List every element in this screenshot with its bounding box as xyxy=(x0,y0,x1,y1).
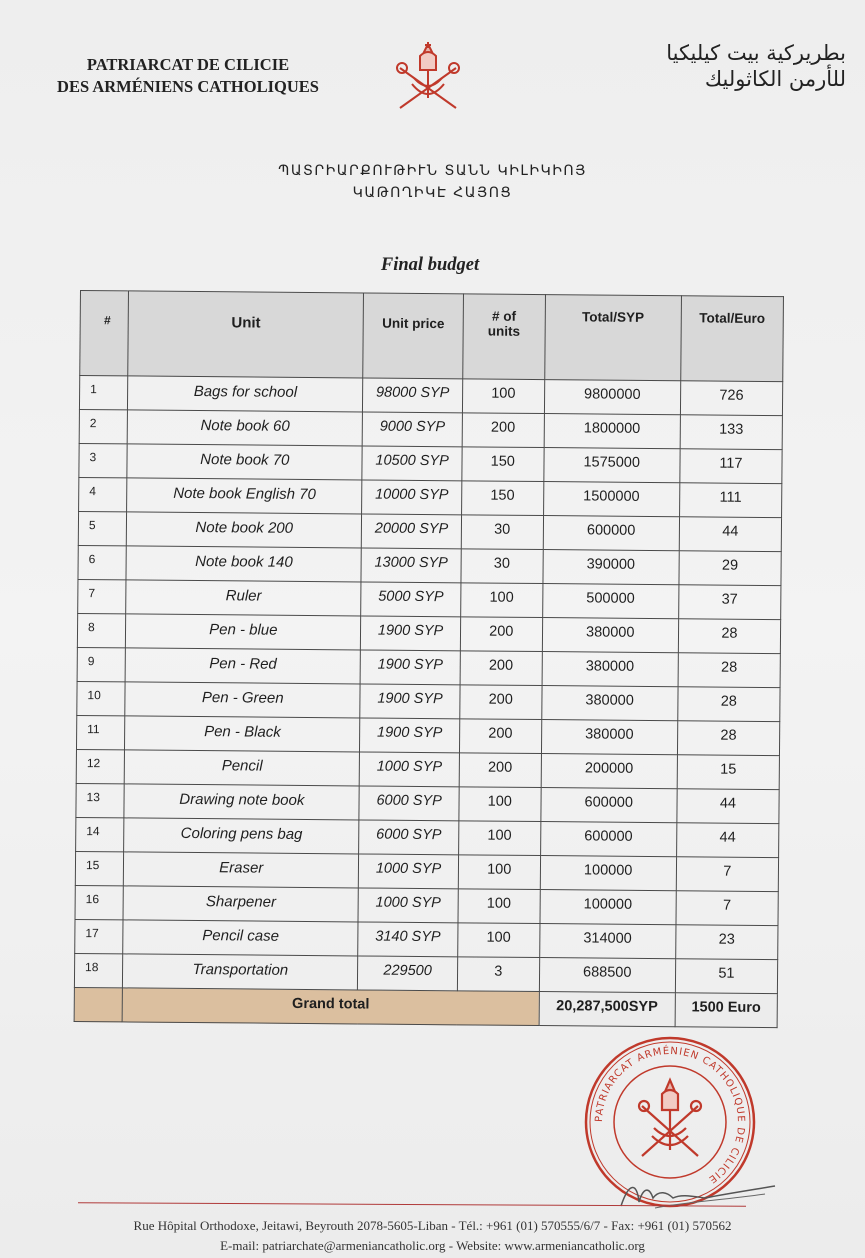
cell-total-syp: 1800000 xyxy=(544,414,680,449)
cell-unit-price: 1900 SYP xyxy=(360,684,460,719)
cell-index: 3 xyxy=(79,443,128,477)
grand-total-label: Grand total xyxy=(122,988,539,1026)
cell-units: 100 xyxy=(458,889,540,924)
cell-unit-price: 10000 SYP xyxy=(362,480,462,515)
cell-units: 100 xyxy=(458,821,540,856)
cell-total-euro: 37 xyxy=(678,585,780,620)
cell-units: 30 xyxy=(461,515,543,550)
cell-unit-price: 98000 SYP xyxy=(363,378,463,413)
cell-total-euro: 7 xyxy=(676,891,778,926)
cell-index: 14 xyxy=(76,817,125,851)
cell-total-syp: 380000 xyxy=(541,686,677,721)
cell-unit-price: 9000 SYP xyxy=(362,412,462,447)
cell-unit: Coloring pens bag xyxy=(124,818,359,854)
cell-total-syp: 100000 xyxy=(540,890,676,925)
cell-unit: Transportation xyxy=(123,954,358,990)
cell-units: 150 xyxy=(462,447,544,482)
cell-unit: Sharpener xyxy=(123,886,358,922)
grand-total-spacer xyxy=(74,987,123,1021)
cell-unit: Note book 70 xyxy=(127,444,362,480)
cell-total-syp: 600000 xyxy=(541,788,677,823)
cell-total-euro: 111 xyxy=(679,483,781,518)
cell-total-euro: 726 xyxy=(680,381,782,416)
cell-total-euro: 44 xyxy=(677,789,779,824)
cell-total-syp: 500000 xyxy=(542,584,678,619)
cell-total-syp: 600000 xyxy=(543,516,679,551)
cell-index: 1 xyxy=(79,376,128,410)
organization-name-french xyxy=(38,54,338,98)
cell-index: 4 xyxy=(79,477,128,511)
document-title: Final budget xyxy=(380,255,480,275)
header-index: # xyxy=(80,291,129,376)
cell-index: 7 xyxy=(78,579,127,613)
cell-unit-price: 3140 SYP xyxy=(358,922,458,957)
header-unit: Unit xyxy=(128,291,364,378)
cell-total-syp: 1500000 xyxy=(543,482,679,517)
header-unit-price: Unit price xyxy=(363,293,463,379)
cell-unit: Pen - Green xyxy=(125,682,360,718)
header-units-line-2: units xyxy=(487,323,521,339)
cell-total-syp: 688500 xyxy=(539,958,675,993)
cell-unit-price: 1000 SYP xyxy=(359,854,459,889)
cell-total-euro: 29 xyxy=(679,551,781,586)
cell-unit: Pencil case xyxy=(123,920,358,956)
cell-unit: Ruler xyxy=(126,580,361,616)
footer-email-website: E-mail: patriarchate@armeniancatholic.org - Website: www.armeniancatholic.org xyxy=(220,1238,645,1253)
cell-total-syp: 314000 xyxy=(539,924,675,959)
cell-index: 17 xyxy=(75,919,124,953)
cell-unit-price: 1900 SYP xyxy=(360,650,460,685)
cell-unit-price: 20000 SYP xyxy=(362,514,462,549)
grand-total-row xyxy=(74,987,777,1027)
cell-units: 100 xyxy=(461,583,543,618)
cell-total-syp: 600000 xyxy=(540,822,676,857)
footer-contact xyxy=(60,1216,805,1256)
org-ar-line-2: للأرمن الكاثوليك xyxy=(704,67,846,91)
cell-units: 200 xyxy=(459,753,541,788)
header-total-euro: Total/Euro xyxy=(681,296,784,382)
cell-index: 5 xyxy=(78,511,127,545)
cell-unit: Note book 60 xyxy=(128,410,363,446)
org-hy-line-2: ԿԱԹՈՂԻԿԷ ՀԱՅՈՑ xyxy=(352,185,513,201)
cell-total-euro: 51 xyxy=(675,959,777,994)
cell-total-euro: 7 xyxy=(676,857,778,892)
budget-table xyxy=(74,290,784,1028)
cell-unit: Note book 200 xyxy=(127,512,362,548)
cell-index: 10 xyxy=(77,681,126,715)
cell-units: 100 xyxy=(458,923,540,958)
org-fr-line-2: DES ARMÉNIENS CATHOLIQUES xyxy=(57,77,319,96)
cell-unit-price: 6000 SYP xyxy=(359,820,459,855)
grand-total-euro: 1500 Euro xyxy=(675,993,777,1028)
cell-total-euro: 23 xyxy=(675,925,777,960)
cell-unit-price: 229500 xyxy=(358,956,458,991)
cell-total-syp: 390000 xyxy=(543,550,679,585)
header-total-syp: Total/SYP xyxy=(544,295,681,381)
stamp-outer-text: PATRIARCAT ARMÉNIEN CATHOLIQUE DE CILICIE xyxy=(593,1045,747,1186)
cell-unit: Pen - Red xyxy=(125,648,360,684)
org-fr-line-1: PATRIARCAT DE CILICIE xyxy=(86,55,290,74)
patriarchal-crest-logo xyxy=(390,38,466,114)
cell-units: 200 xyxy=(459,719,541,754)
cell-index: 13 xyxy=(76,783,125,817)
cell-units: 200 xyxy=(462,413,544,448)
cell-units: 100 xyxy=(462,379,544,414)
cell-unit-price: 13000 SYP xyxy=(361,548,461,583)
cell-index: 11 xyxy=(76,715,125,749)
handwritten-signature xyxy=(615,1168,780,1218)
cell-total-euro: 15 xyxy=(677,755,779,790)
cell-total-euro: 28 xyxy=(677,721,779,756)
cell-unit: Bags for school xyxy=(128,376,363,412)
cell-units: 200 xyxy=(460,685,542,720)
cell-unit-price: 1000 SYP xyxy=(358,888,458,923)
organization-name-arabic xyxy=(596,40,846,92)
cell-total-syp: 9800000 xyxy=(544,380,680,415)
cell-total-syp: 100000 xyxy=(540,856,676,891)
cell-total-euro: 44 xyxy=(679,517,781,552)
cell-index: 9 xyxy=(77,647,126,681)
cell-index: 18 xyxy=(74,953,123,987)
cell-index: 15 xyxy=(75,851,124,885)
cell-unit-price: 6000 SYP xyxy=(359,786,459,821)
cell-total-euro: 44 xyxy=(676,823,778,858)
cell-total-euro: 28 xyxy=(678,687,780,722)
stamp-crest-icon xyxy=(639,1080,701,1156)
cell-total-syp: 380000 xyxy=(541,720,677,755)
cell-total-euro: 28 xyxy=(678,653,780,688)
cell-unit-price: 1000 SYP xyxy=(359,752,459,787)
cell-unit: Pen - Black xyxy=(125,716,360,752)
cell-unit: Eraser xyxy=(124,852,359,888)
cell-units: 3 xyxy=(457,957,539,992)
org-ar-line-1: بطريركية بيت كيليكيا xyxy=(666,41,846,65)
cell-index: 6 xyxy=(78,545,127,579)
cell-total-syp: 1575000 xyxy=(543,448,679,483)
cell-unit: Note book 140 xyxy=(126,546,361,582)
grand-total-syp: 20,287,500SYP xyxy=(539,992,675,1027)
cell-total-syp: 200000 xyxy=(541,754,677,789)
cell-unit: Pencil xyxy=(125,750,360,786)
footer-address: Rue Hôpital Orthodoxe, Jeitawi, Beyrouth 2078-5605-Liban - Tél.: +961 (01) 570555/6/7 - Fax: +961 (01) 570562 xyxy=(133,1218,732,1233)
header-units-line-1: # of xyxy=(491,308,517,324)
cell-units: 30 xyxy=(461,549,543,584)
organization-name-armenian xyxy=(220,160,645,204)
cell-unit-price: 5000 SYP xyxy=(361,582,461,617)
cell-unit-price: 1900 SYP xyxy=(360,718,460,753)
cell-index: 12 xyxy=(76,749,125,783)
cell-total-euro: 28 xyxy=(678,619,780,654)
cell-total-euro: 117 xyxy=(680,449,782,484)
cell-units: 200 xyxy=(460,651,542,686)
cell-index: 16 xyxy=(75,885,124,919)
budget-table-body xyxy=(74,376,783,1028)
cell-units: 100 xyxy=(458,855,540,890)
cell-index: 8 xyxy=(77,613,126,647)
cell-unit-price: 1900 SYP xyxy=(361,616,461,651)
cell-unit: Pen - blue xyxy=(126,614,361,650)
cell-unit: Note book English 70 xyxy=(127,478,362,514)
cell-unit: Drawing note book xyxy=(124,784,359,820)
cell-total-syp: 380000 xyxy=(542,618,678,653)
cell-units: 100 xyxy=(459,787,541,822)
cell-index: 2 xyxy=(79,409,128,443)
cell-units: 150 xyxy=(461,481,543,516)
org-hy-line-1: ՊԱՏՐԻԱՐՔՈՒԹԻՒՆ ՏԱՆՆ ԿԻԼԻԿԻՈՅ xyxy=(278,163,587,179)
cell-unit-price: 10500 SYP xyxy=(362,446,462,481)
table-header-row xyxy=(80,291,784,382)
header-units xyxy=(463,294,545,380)
cell-total-euro: 133 xyxy=(680,415,782,450)
cell-units: 200 xyxy=(460,617,542,652)
cell-total-syp: 380000 xyxy=(542,652,678,687)
